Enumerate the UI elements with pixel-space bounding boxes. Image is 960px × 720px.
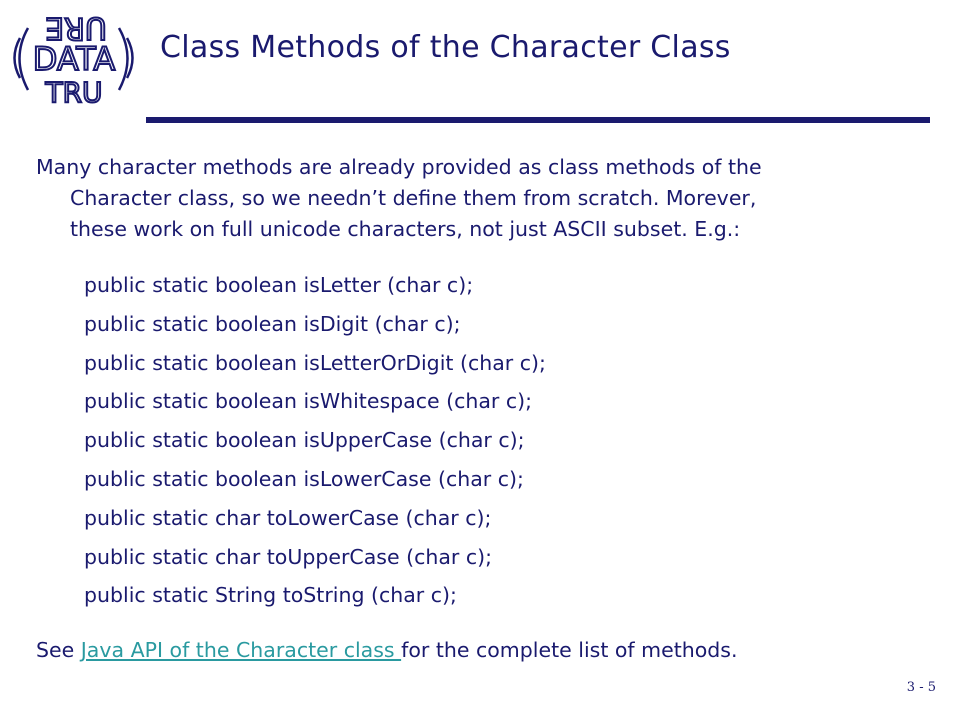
logo-bottom-text: TRU: [45, 76, 103, 108]
method-signature-list: [84, 268, 546, 617]
java-api-character-link[interactable]: Java API of the Character class: [80, 638, 402, 662]
method-signature-touppercase: public static char toUpperCase (char c);: [84, 544, 493, 569]
title-underline-rule: [146, 117, 930, 123]
method-signature-islowercase: public static boolean isLowerCase (char c);: [84, 466, 524, 491]
logo-graphic: [6, 8, 141, 108]
logo-middle-text: DATA: [32, 40, 116, 78]
method-signature-isdigit: public static boolean isDigit (char c);: [84, 311, 461, 336]
method-signature-isletter: public static boolean isLetter (char c);: [84, 273, 474, 297]
method-signature-iswhitespace: public static boolean isWhitespace (char c);: [84, 389, 533, 414]
page-number: 3 - 5: [906, 680, 936, 695]
see-also-line: [36, 638, 738, 662]
method-signature-tostring: public static String toString (char c);: [84, 583, 457, 608]
method-signature-isletterordigit: public static boolean isLetterOrDigit (char c);: [84, 350, 546, 375]
see-also-prefix: See: [36, 638, 81, 662]
method-signature-tolowercase: public static char toLowerCase (char c);: [84, 505, 492, 530]
intro-paragraph: [36, 152, 936, 245]
see-also-suffix: for the complete list of methods.: [401, 638, 738, 662]
slide-title: Class Methods of the Character Class: [160, 30, 731, 65]
intro-line-3: these work on full unicode characters, not just ASCII subset. E.g.:: [70, 217, 741, 241]
logo-top-text: URE: [45, 10, 107, 45]
intro-line-2: Character class, so we needn’t define them from scratch. Morever,: [70, 186, 757, 210]
data-structures-logo: [6, 8, 141, 108]
intro-line-1: Many character methods are already provided as class methods of the: [36, 155, 762, 179]
method-signature-isuppercase: public static boolean isUpperCase (char c);: [84, 428, 525, 453]
